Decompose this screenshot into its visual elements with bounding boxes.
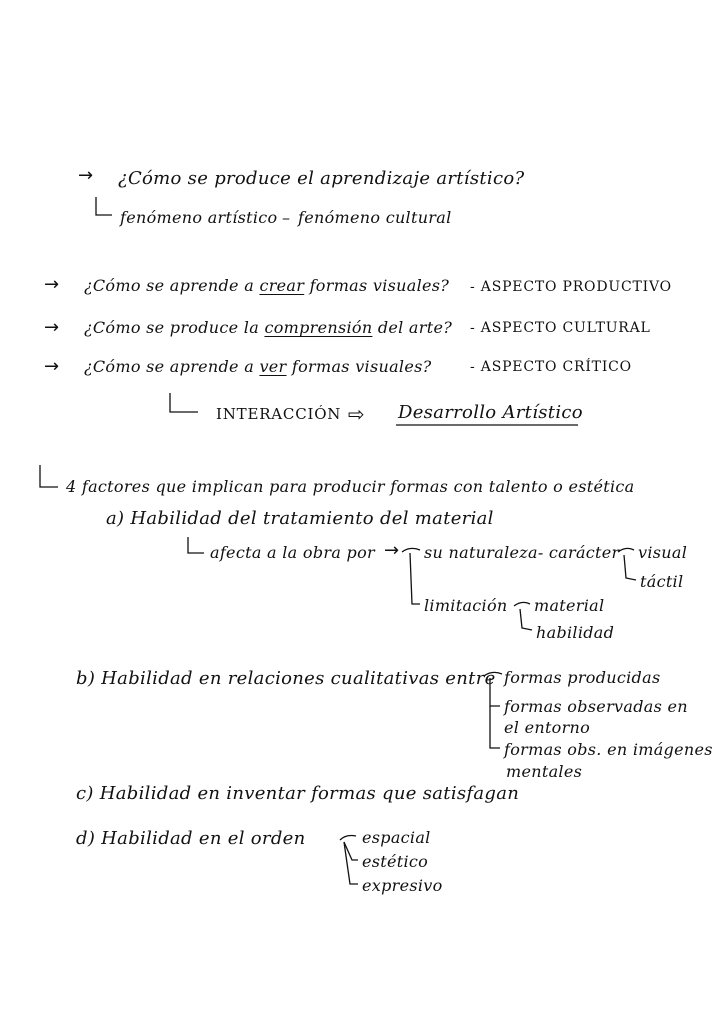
implies-arrow-icon: ⇨	[348, 402, 365, 426]
factor-a-tactil: táctil	[640, 572, 684, 591]
right-arrow-icon: →	[78, 165, 94, 186]
corner-arrow-line	[188, 537, 204, 553]
corner-arrow-line	[170, 393, 198, 412]
factor-a-nature: su naturaleza- carácter	[424, 543, 620, 562]
branch-line	[514, 602, 530, 606]
main-question: ¿Cómo se produce el aprendizaje artístico?	[118, 168, 525, 189]
question-create: ¿Cómo se aprende a crear formas visuales?	[84, 276, 450, 295]
phenomenon-cultural: fenómeno cultural	[298, 208, 452, 227]
right-arrow-icon: →	[44, 356, 60, 377]
corner-arrow-line	[96, 197, 112, 215]
factor-b-mental: formas obs. en imágenes	[504, 740, 713, 759]
order-expressive: expresivo	[362, 876, 443, 895]
branch-line	[520, 609, 532, 630]
aspect-critical: - ASPECTO CRÍTICO	[470, 359, 632, 375]
factor-a-limitation: limitación	[424, 596, 508, 615]
factor-a-material: material	[534, 596, 605, 615]
factor-b-observed: formas observadas en	[504, 697, 688, 716]
factor-a-affects: afecta a la obra por	[210, 543, 375, 562]
factor-a-title: a) Habilidad del tratamiento del material	[106, 508, 494, 529]
aspect-cultural: - ASPECTO CULTURAL	[470, 320, 651, 336]
factor-d-title: d) Habilidad en el orden	[76, 828, 306, 849]
factor-b-mental-images: mentales	[506, 762, 583, 781]
branch-line	[490, 706, 500, 748]
branch-line	[410, 553, 420, 604]
factor-b-environment: el entorno	[504, 718, 591, 737]
factor-b-produced: formas producidas	[504, 668, 661, 687]
factor-b-title: b) Habilidad en relaciones cualitativas entre	[76, 668, 496, 689]
interaction-label: INTERACCIÓN	[216, 405, 342, 423]
phenomenon-artistic: fenómeno artístico	[120, 208, 278, 227]
branch-line	[618, 548, 634, 552]
question-see: ¿Cómo se aprende a ver formas visuales?	[84, 357, 432, 376]
phenomenon-dash: –	[282, 208, 291, 227]
aspect-productive: - ASPECTO PRODUCTIVO	[470, 279, 672, 295]
branch-line	[402, 548, 420, 552]
right-arrow-icon: →	[44, 274, 60, 295]
factor-a-skill: habilidad	[536, 623, 615, 642]
branch-line	[340, 836, 356, 841]
corner-arrow-line	[40, 465, 58, 487]
right-arrow-icon: →	[44, 317, 60, 338]
factor-c-title: c) Habilidad en inventar formas que satisfagan	[76, 783, 520, 804]
factors-heading: 4 factores que implican para producir formas con talento o estética	[66, 477, 635, 496]
factor-a-visual: visual	[638, 543, 688, 562]
question-comprehension: ¿Cómo se produce la comprensión del arte?	[84, 318, 453, 337]
artistic-development: Desarrollo Artístico	[398, 402, 583, 423]
order-aesthetic: estético	[362, 852, 429, 871]
branch-line	[624, 555, 636, 580]
order-spatial: espacial	[362, 828, 431, 847]
right-arrow-icon: →	[384, 540, 400, 561]
